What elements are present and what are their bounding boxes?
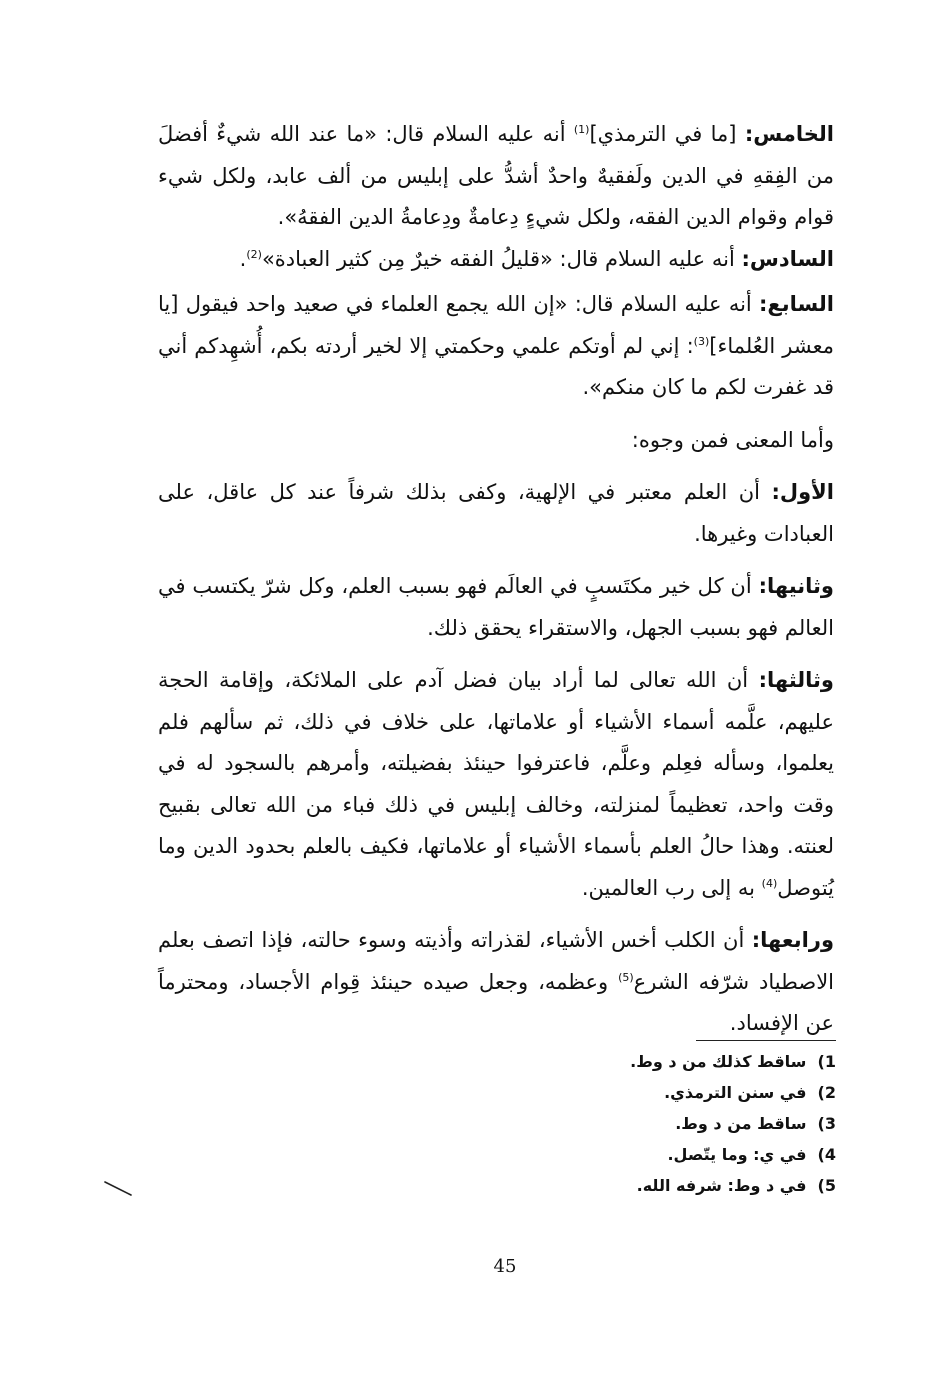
footnote-text: ساقط كذلك من د وط.: [630, 1052, 807, 1071]
paragraph-text: أنه عليه السلام قال: «ما عند الله شيءٌ أفضلَ من الفِقهِ في الدين ولَفقيهٌ واحدٌ أشدُّ على إبليس من ألف عابد، ولكل شيء قوام وقوام الدين الفقه، ولكل شيءٍ دِعامةٌ ودِعامةُ الدين الفقهُ».: [158, 122, 834, 229]
footnote-item: [500, 1077, 836, 1108]
paragraph-lead: وثالثها:: [758, 668, 834, 692]
footnote-reference: (4): [761, 876, 778, 890]
paragraph-text: أنه عليه السلام قال: «قليلُ الفقه خيرٌ مِن كثير العبادة»: [261, 246, 742, 271]
footnote-text: في د وط: شرفه الله.: [636, 1176, 807, 1195]
paragraph: [158, 660, 834, 909]
paragraph-lead: السابع:: [759, 292, 834, 316]
footnote-number: 4): [817, 1145, 836, 1164]
paragraph-text: [ما في الترمذي]: [589, 122, 745, 146]
paragraph: [158, 239, 834, 281]
footnote-reference: (3): [693, 334, 710, 348]
paragraph-text: أن الله تعالى لما أراد بيان فضل آدم على الملائكة، وإقامة الحجة عليهم، علَّمه أسماء الأشياء أو علاماتها، على خلاف في ذلك، ثم سألهم فلم يعلموا، وسأله فعِلم وعلَّم، فاعترفوا حينئذ بفضيلته، وأمرهم بالسجود له في وقت واحد، تعظيماً لمنزلته، وخالف إبليس في ذلك فباء من الله تعالى بقبيح لعنته. وهذا حالُ العلم بأسماء الأشياء أو علاماتها، فكيف بالعلم بحدود الدين وما يُتوصل: [158, 668, 834, 900]
footnote-text: ساقط من د وط.: [675, 1114, 807, 1133]
paragraph: [158, 284, 834, 409]
paragraph-text: به إلى رب العالمين.: [581, 875, 762, 900]
footnote-separator: [696, 1040, 836, 1041]
paragraph-text: أن العلم معتبر في الإلهية، وكفى بذلك شرفاً عند كل عاقل، على العبادات وغيرها.: [158, 480, 834, 546]
footnote-number: 5): [817, 1176, 836, 1195]
paragraph-text: وأما المعنى فمن وجوه:: [631, 427, 834, 452]
paragraph-lead: الخامس:: [744, 122, 835, 146]
footnote-number: 2): [817, 1083, 836, 1102]
paragraph-lead: السادس:: [741, 246, 834, 271]
page-number: 45: [493, 1256, 517, 1277]
footnote-reference: (5): [618, 970, 634, 984]
paragraph: [158, 920, 834, 1045]
paragraph: [158, 420, 834, 462]
paragraph: [158, 566, 834, 649]
footnote-text: في سنن الترمذي.: [664, 1083, 807, 1102]
main-text: [158, 114, 834, 1045]
footnote-item: [500, 1108, 836, 1139]
paragraph-lead: ورابعها:: [751, 928, 834, 952]
paragraph-text: أن كل خير مكتَسبٍ في العالَم فهو بسبب العلم، وكل شرّ يكتسب في العالم فهو بسبب الجهل، والاستقراء يحقق ذلك.: [158, 574, 834, 640]
footnote-number: 1): [817, 1052, 836, 1071]
paragraph-text: أن الكلب أخس الأشياء، لقذراته وأذيته وسوء حالته، فإذا اتصف بعلم الاصطياد شرّفه الشرع: [158, 928, 835, 994]
footnote-number: 3): [817, 1114, 836, 1133]
paragraph-text: .: [239, 246, 247, 271]
paragraph-text: أنه عليه السلام قال: «إن الله يجمع العلماء في صعيد واحد فيقول [يا معشر العُلماء]: [158, 292, 834, 358]
paragraph: [158, 472, 834, 555]
paragraph-lead: وثانيها:: [758, 574, 834, 598]
paragraph-text: وعظمه، وجعل صيده حينئذ قِوام الأجساد، ومحترماً عن الإفساد.: [158, 969, 834, 1035]
paragraph: [158, 114, 834, 239]
paragraph-text: : إني لم أوتكم علمي وحكمتي إلا لخير أردته بكم، أُشهِدكم أني قد غفرت لكم ما كان منكم».: [158, 333, 834, 399]
footnote-reference: (1): [573, 123, 590, 136]
footnotes-list: [500, 1046, 836, 1201]
stray-pen-mark: [104, 1180, 134, 1200]
footnote-item: [500, 1170, 836, 1201]
footnote-item: [500, 1046, 836, 1077]
paragraph-lead: الأول:: [771, 480, 834, 504]
footnote-reference: (2): [246, 247, 262, 261]
footnote-text: في ي: وما يتّصل.: [667, 1145, 807, 1164]
footnote-item: [500, 1139, 836, 1170]
